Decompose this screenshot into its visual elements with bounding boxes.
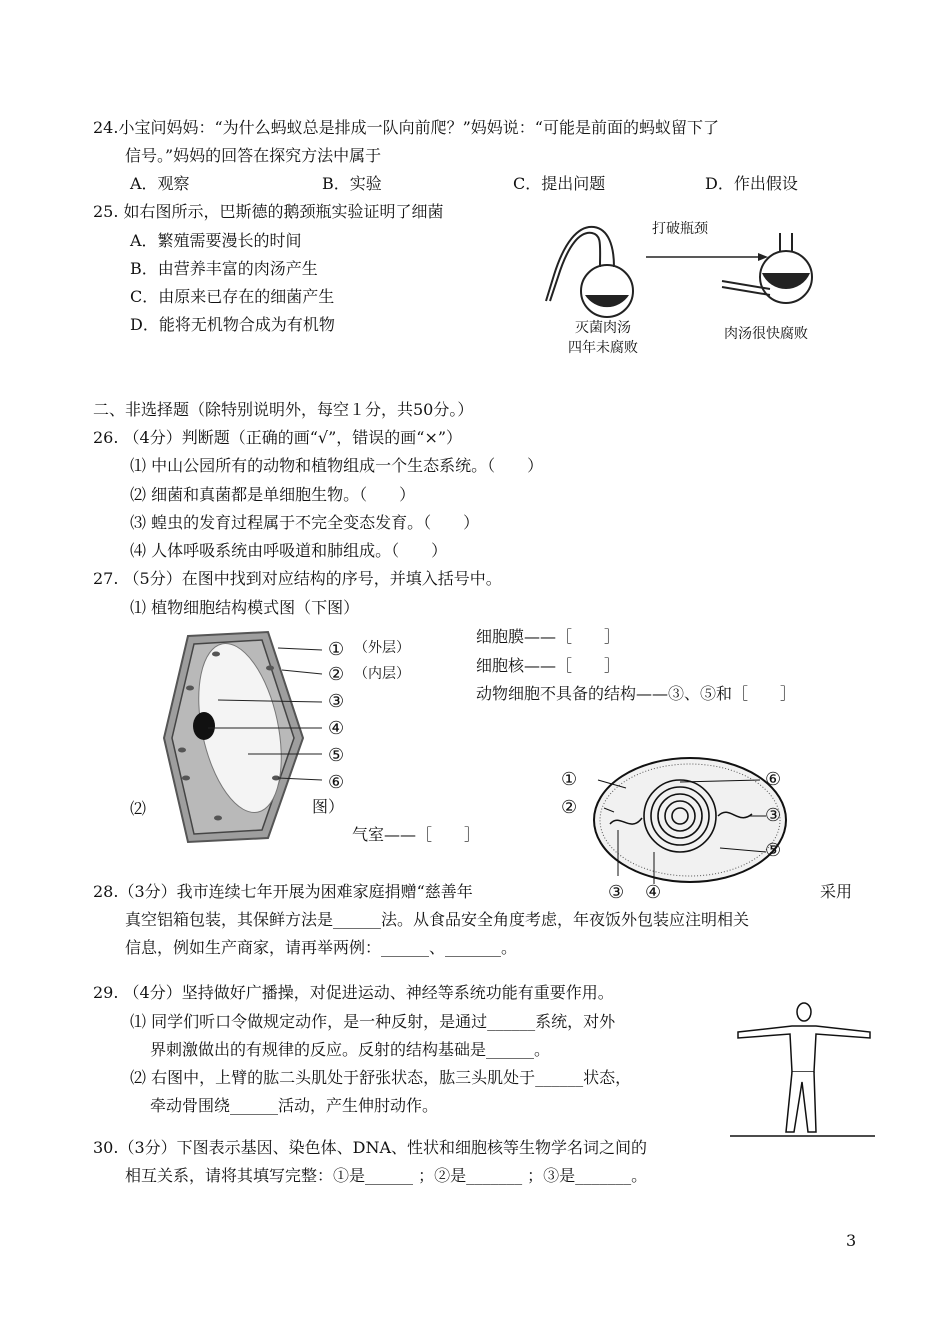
q29-stem: 29. （4分）坚持做好广播操，对促进运动、神经等系统功能有重要作用。 [93,983,614,1002]
q29-sub2-line2: 牵动骨围绕______活动，产生伸肘动作。 [150,1096,439,1115]
egg-label-5: ⑤ [765,840,782,861]
egg-label-2: ② [561,797,578,818]
plant-label-3: ③ [328,691,345,712]
q30-line1: 30.（3分）下图表示基因、染色体、DNA、性状和细胞核等生物学名词之间的 [93,1138,648,1157]
egg-label-1: ① [561,769,578,790]
sealed-flask-illustration [546,227,633,317]
flask-arrow-label: 打破瓶颈 [652,221,708,237]
q27-blank-membrane: 细胞膜——［ ］ [476,627,621,646]
egg-label-6: ⑥ [765,769,782,790]
q25-option-b: B．由营养丰富的肉汤产生 [130,259,318,278]
q26-item-4: ⑷ 人体呼吸系统由呼吸道和肺组成。（ ） [130,541,448,560]
q28-line2: 真空铝箱包装，其保鲜方法是______法。从食品安全角度考虑，年夜饭外包装应注明相关 [125,910,750,929]
q24-option-b: B．实验 [322,174,382,193]
torso-arms [738,1026,870,1072]
q27-sub2-fragment: ⑵ [130,799,147,818]
q26-item-3: ⑶ 蝗虫的发育过程属于不完全变态发育。（ ） [130,513,480,532]
q24-option-a: A．观察 [130,174,190,193]
q28-line3: 信息，例如生产商家，请再举两例：______、_______。 [125,938,518,957]
egg-shell [594,758,786,882]
egg-label-3-right: ③ [765,805,782,826]
egg-structure-diagram [590,752,790,892]
q25-option-c: C．由原来已存在的细菌产生 [130,287,335,306]
plant-label-4: ④ [328,718,345,739]
section2-heading: 二、非选择题（除特别说明外，每空１分，共50分。） [93,400,474,419]
q28-line1-a: 28.（3分）我市连续七年开展为困难家庭捐赠“慈善年 [93,882,473,901]
q26-item-2: ⑵ 细菌和真菌都是单细胞生物。（ ） [130,485,416,504]
plant-label-5: ⑤ [328,745,345,766]
q27-blank-animal: 动物细胞不具备的结构——③、⑤和［ ］ [476,684,797,703]
egg-label-3-bottom: ③ [608,882,625,903]
plant-label-1: ① [328,639,345,660]
q25-stem: 25. 如右图所示，巴斯德的鹅颈瓶实验证明了细菌 [93,202,444,221]
q25-option-d: D．能将无机物合成为有机物 [130,315,335,334]
outer-layer-label: （外层） [354,640,410,656]
q29-sub1-line1: ⑴ 同学们听口令做规定动作，是一种反射，是通过______系统，对外 [130,1012,616,1031]
q28-line1-b: 采用 [820,882,853,901]
q27-sub1: ⑴ 植物细胞结构模式图（下图） [130,598,360,617]
flask-left-caption-2: 四年未腐败 [568,340,638,356]
broken-flask-illustration [722,233,812,303]
q27-blank-nucleus: 细胞核——［ ］ [476,656,621,675]
q24-line2: 信号。”妈妈的回答在探究方法中属于 [125,146,382,165]
inner-layer-label: （内层） [354,666,410,682]
q27-sub2-fragment-2: 图） [312,797,345,816]
plant-label-2: ② [328,664,345,685]
q26-stem: 26. （4分）判断题（正确的画“√”，错误的画“×”） [93,428,463,447]
q29-sub2-line1: ⑵ 右图中，上臂的肱二头肌处于舒张状态，肱三头肌处于______状态， [130,1068,632,1087]
q30-line2: 相互关系，请将其填写完整：①是______ ；②是_______ ；③是_______。 [125,1166,648,1185]
nucleus [193,712,215,740]
q25-option-a: A．繁殖需要漫长的时间 [130,231,302,250]
egg-label-4: ④ [645,882,662,903]
q26-item-1: ⑴ 中山公园所有的动物和植物组成一个生态系统。（ ） [130,456,544,475]
plant-cell-diagram [158,628,418,846]
head [797,1003,811,1021]
q29-sub1-line2: 界刺激做出的有规律的反应。反射的结构基础是______。 [150,1040,551,1059]
q24-option-c: C．提出问题 [513,174,606,193]
page-number: 3 [846,1231,857,1250]
q27-stem: 27. （5分）在图中找到对应结构的序号，并填入括号中。 [93,569,502,588]
plant-label-6: ⑥ [328,772,345,793]
q24-option-d: D．作出假设 [705,174,798,193]
flask-right-caption: 肉汤很快腐败 [724,326,808,342]
legs [786,1072,816,1132]
exercise-figure [730,1002,875,1142]
flask-left-caption-1: 灭菌肉汤 [575,320,631,336]
q27-air-chamber: 气室——［ ］ [352,825,481,844]
q24-line1: 24.小宝问妈妈：“为什么蚂蚁总是排成一队向前爬？”妈妈说：“可能是前面的蚂蚁留下了 [93,118,719,137]
